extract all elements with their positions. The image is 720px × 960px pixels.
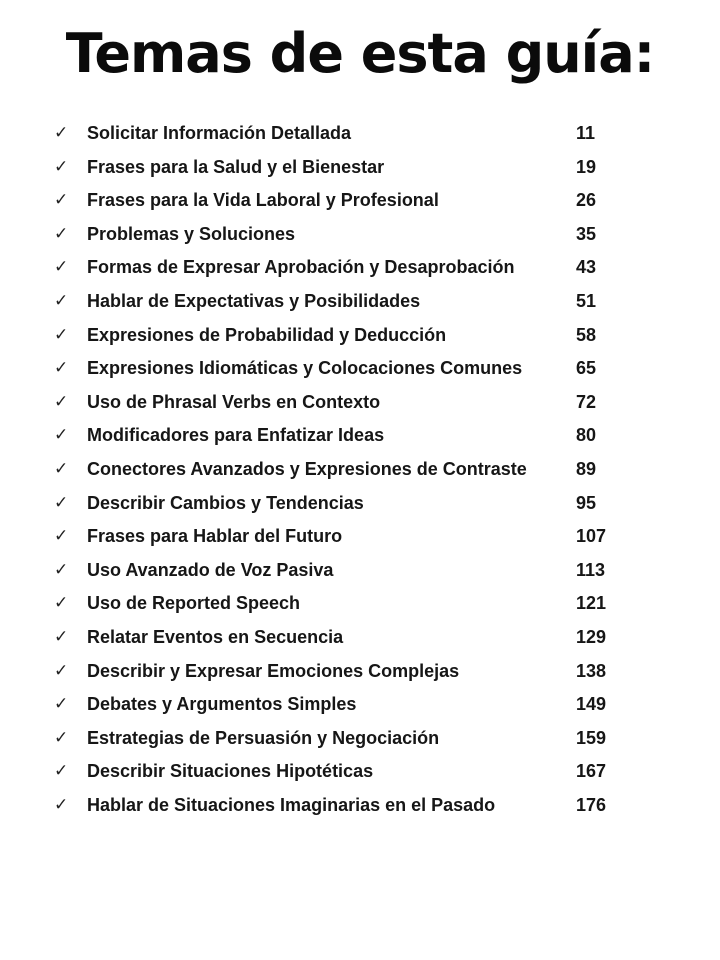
- page-number: 113: [576, 559, 606, 580]
- list-item: [54, 791, 654, 825]
- topic-label: Estrategias de Persuasión y Negociación: [87, 727, 440, 748]
- page-number: 51: [576, 290, 597, 311]
- page-number: 159: [576, 727, 607, 748]
- page-number: 107: [576, 526, 607, 547]
- page-number: 58: [576, 324, 597, 345]
- page-number: 138: [576, 660, 607, 681]
- topic-label: Hablar de Expectativas y Posibilidades: [87, 290, 421, 311]
- checkmark-icon: ✓: [54, 223, 69, 244]
- list-item: [54, 388, 654, 422]
- list-item: [54, 757, 654, 791]
- list-item: [54, 253, 654, 287]
- list-item: [54, 354, 654, 388]
- list-item: [54, 589, 654, 623]
- checkmark-icon: ✓: [54, 559, 69, 580]
- list-item: [54, 421, 654, 455]
- list-item: [54, 690, 654, 724]
- checkmark-icon: ✓: [54, 626, 69, 647]
- checkmark-icon: ✓: [54, 391, 69, 412]
- list-item: [54, 153, 654, 187]
- topic-label: Uso Avanzado de Voz Pasiva: [87, 559, 334, 580]
- topic-label: Uso de Phrasal Verbs en Contexto: [87, 391, 381, 412]
- page-number: 26: [576, 190, 597, 211]
- topic-label: Modificadores para Enfatizar Ideas: [87, 425, 385, 446]
- list-item: [54, 489, 654, 523]
- list-item: [54, 321, 654, 355]
- page-number: 72: [576, 391, 597, 412]
- topic-label: Frases para la Salud y el Bienestar: [87, 156, 385, 177]
- checkmark-icon: ✓: [54, 660, 69, 681]
- page-number: 129: [576, 626, 607, 647]
- topic-label: Describir y Expresar Emociones Complejas: [87, 660, 460, 681]
- topic-label: Describir Situaciones Hipotéticas: [87, 761, 374, 782]
- topic-label: Relatar Eventos en Secuencia: [87, 626, 344, 647]
- page-number: 35: [576, 223, 597, 244]
- list-item: [54, 455, 654, 489]
- list-item: [54, 623, 654, 657]
- checkmark-icon: ✓: [54, 492, 69, 513]
- topic-label: Expresiones de Probabilidad y Deducción: [87, 324, 447, 345]
- topic-label: Problemas y Soluciones: [87, 223, 296, 244]
- checkmark-icon: ✓: [54, 156, 69, 177]
- page-title: Temas de esta guía:: [65, 22, 655, 85]
- topic-label: Conectores Avanzados y Expresiones de Contraste: [87, 458, 527, 479]
- topic-label: Frases para la Vida Laboral y Profesional: [87, 190, 439, 211]
- checkmark-icon: ✓: [54, 458, 69, 479]
- checkmark-icon: ✓: [54, 123, 69, 143]
- list-item: [54, 119, 654, 153]
- page-number: 89: [576, 458, 597, 479]
- checkmark-icon: ✓: [54, 358, 69, 379]
- checkmark-icon: ✓: [54, 694, 69, 715]
- checkmark-icon: ✓: [54, 257, 69, 278]
- list-item: [54, 724, 654, 758]
- page-number: 149: [576, 694, 607, 715]
- checkmark-icon: ✓: [54, 190, 69, 211]
- topic-label: Solicitar Información Detallada: [87, 123, 352, 143]
- topic-label: Frases para Hablar del Futuro: [87, 526, 343, 547]
- list-item: [54, 556, 654, 590]
- list-item: [54, 522, 654, 556]
- list-item: [54, 657, 654, 691]
- checkmark-icon: ✓: [54, 290, 69, 311]
- checkmark-icon: ✓: [54, 761, 69, 782]
- page-number: 176: [576, 794, 607, 815]
- topic-label: Expresiones Idiomáticas y Colocaciones Comunes: [87, 358, 523, 379]
- checkmark-icon: ✓: [54, 593, 69, 614]
- page-number: 167: [576, 761, 607, 782]
- page-number: 121: [576, 593, 607, 614]
- page-number: 19: [576, 156, 597, 177]
- checkmark-icon: ✓: [54, 425, 69, 446]
- checkmark-icon: ✓: [54, 324, 69, 345]
- checkmark-icon: ✓: [54, 794, 69, 815]
- topic-label: Formas de Expresar Aprobación y Desaprobación: [87, 257, 515, 278]
- page-number: 11: [576, 123, 596, 143]
- list-item: [54, 287, 654, 321]
- checkmark-icon: ✓: [54, 727, 69, 748]
- page-number: 95: [576, 492, 597, 513]
- topic-label: Debates y Argumentos Simples: [87, 694, 357, 715]
- topic-label: Describir Cambios y Tendencias: [87, 492, 364, 513]
- page-number: 80: [576, 425, 597, 446]
- page-number: 65: [576, 358, 597, 379]
- checkmark-icon: ✓: [54, 526, 69, 547]
- page-number: 43: [576, 257, 597, 278]
- list-item: [54, 220, 654, 254]
- topic-list: [54, 119, 654, 824]
- topic-label: Uso de Reported Speech: [87, 593, 301, 614]
- topic-label: Hablar de Situaciones Imaginarias en el Pasado: [87, 794, 496, 815]
- list-item: [54, 186, 654, 220]
